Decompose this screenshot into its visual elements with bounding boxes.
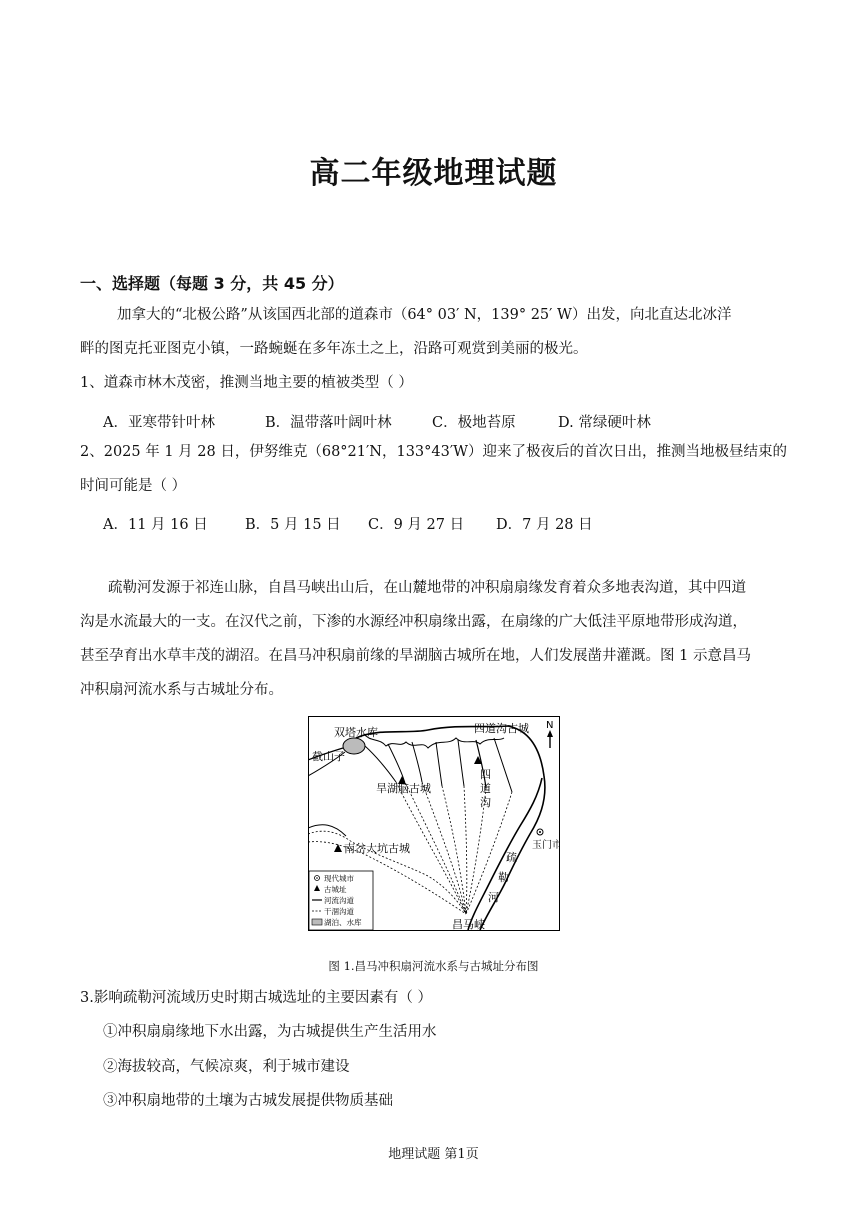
map-legend xyxy=(309,871,373,930)
legend-river: 河流沟道 xyxy=(324,896,354,905)
question-3-item-2: ②海拔较高，气候凉爽，利于城市建设 xyxy=(103,1059,350,1075)
passage2-line4: 冲积扇河流水系与古城址分布。 xyxy=(80,682,283,698)
legend-modern-city: 现代城市 xyxy=(324,874,354,883)
label-sidaogou-char3: 沟 xyxy=(480,796,491,809)
question-3-item-3: ③冲积扇地带的土壤为古城发展提供物质基础 xyxy=(103,1093,393,1109)
label-nancha-city: 南岔大坑古城 xyxy=(344,842,410,855)
passage2-line2: 沟是水流最大的一支。在汉代之前，下渗的水源经冲积扇缘出露，在扇缘的广大低洼平原地带形成沟道， xyxy=(80,614,747,630)
label-shulehe-char2: 勒 xyxy=(498,871,509,884)
reservoir-shape xyxy=(343,738,365,754)
page-title: 高二年级地理试题 xyxy=(309,156,558,191)
question-1-stem: 1、道森市林木茂密，推测当地主要的植被类型（ ） xyxy=(80,375,413,391)
label-shulehe-char3: 河 xyxy=(488,891,499,904)
question-1-option-b: B．温带落叶阔叶林 xyxy=(265,415,392,431)
passage1-line2: 畔的图克托亚图克小镇，一路蜿蜒在多年冻土之上，沿路可观赏到美丽的极光。 xyxy=(80,341,588,357)
label-sidaogou-char1: 四 xyxy=(480,768,491,781)
question-1-option-c: C．极地苔原 xyxy=(432,415,516,431)
figure-caption: 图 1.昌马冲积扇河流水系与古城址分布图 xyxy=(328,959,539,973)
passage2-line3: 甚至孕育出水草丰茂的湖沼。在昌马冲积扇前缘的旱湖脑古城所在地，人们发展凿井灌溉。图 1 示意昌马 xyxy=(80,648,751,664)
label-sidaogou-city: 四道沟古城 xyxy=(474,722,529,735)
passage1-line1: 加拿大的“北极公路”从该国西北部的道森市（64° 03′ N，139° 25′ W）出发，向北直达北冰洋 xyxy=(117,307,732,323)
legend-ancient-city: 古城址 xyxy=(324,885,347,894)
section-heading: 一、选择题（每题 3 分，共 45 分） xyxy=(80,274,344,293)
question-3-item-1: ①冲积扇扇缘地下水出露，为古城提供生产生活用水 xyxy=(103,1024,437,1040)
question-1-option-d: D. 常绿硬叶林 xyxy=(558,415,651,431)
question-2-option-b: B．5 月 15 日 xyxy=(245,517,341,533)
label-reservoir: 双塔水库 xyxy=(334,726,378,739)
question-2-option-c: C．9 月 27 日 xyxy=(368,517,465,533)
figure-1-map xyxy=(308,716,560,931)
question-3-stem: 3.影响疏勒河流域历史时期古城选址的主要因素有（ ） xyxy=(80,990,432,1006)
question-2-stem-line2: 时间可能是（ ） xyxy=(80,478,187,494)
legend-dry-channel: 干涸沟道 xyxy=(324,907,354,916)
question-2-stem-line1: 2、2025 年 1 月 28 日，伊努维克（68°21′N，133°43′W）迎来了极夜后的首次日出，推测当地极昼结束的 xyxy=(80,444,788,460)
label-hanhunao-city: 旱湖脑古城 xyxy=(376,782,431,795)
label-zangshanzi: 截山子 xyxy=(312,750,345,763)
question-2-option-a: A．11 月 16 日 xyxy=(103,517,208,533)
question-1-option-a: A．亚寒带针叶林 xyxy=(103,415,215,431)
legend-lake: 湖泊、水库 xyxy=(324,918,362,927)
label-north: N xyxy=(546,720,554,731)
label-changmaxia: 昌马峡 xyxy=(452,918,485,931)
label-sidaogou-char2: 道 xyxy=(480,782,491,795)
label-shulehe-char1: 疏 xyxy=(506,851,517,864)
page-footer: 地理试题 第1页 xyxy=(388,1147,479,1162)
label-yumen: 玉门市 xyxy=(532,840,560,851)
passage2-line1: 疏勒河发源于祁连山脉，自昌马峡出山后，在山麓地带的冲积扇扇缘发育着众多地表沟道，其中四道 xyxy=(108,580,746,596)
question-2-option-d: D．7 月 28 日 xyxy=(496,517,593,533)
